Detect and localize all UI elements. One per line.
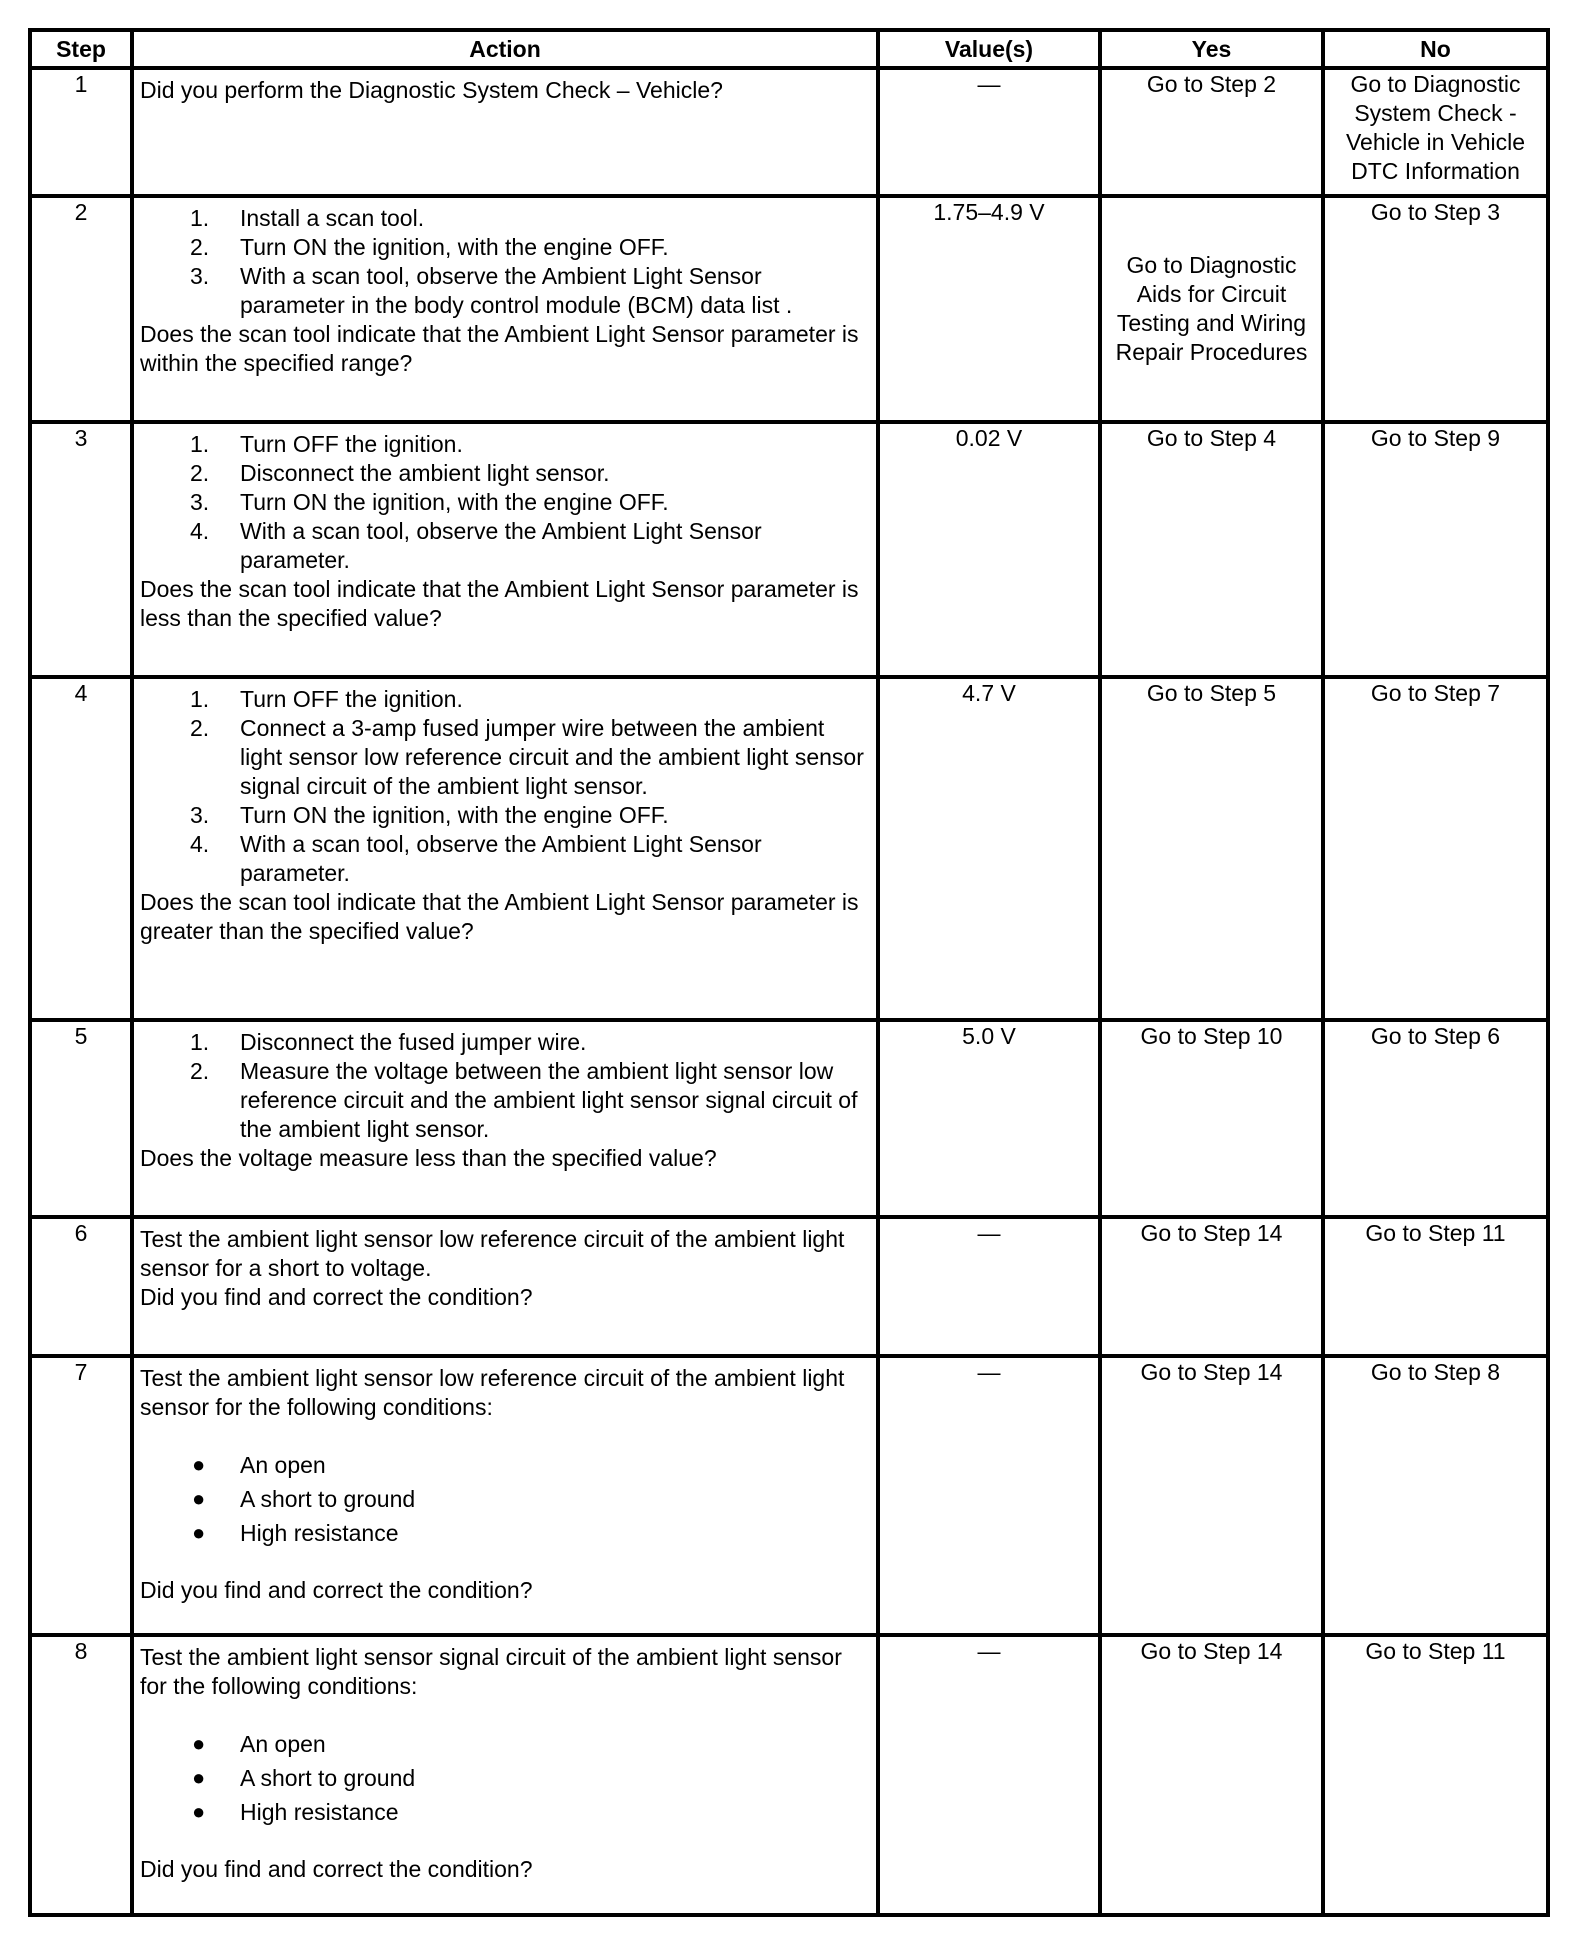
list-text: Turn OFF the ignition. — [240, 431, 463, 457]
list-text: An open — [240, 1731, 326, 1757]
yes-cell: Go to Step 2 — [1100, 68, 1323, 196]
action-cell — [132, 1635, 878, 1915]
diagnostic-table — [28, 28, 1550, 1917]
list-text: Install a scan tool. — [240, 205, 425, 231]
bullet-icon: ● — [192, 1731, 206, 1756]
list-item — [140, 517, 872, 575]
action-question: Did you find and correct the condition? — [140, 1284, 533, 1310]
list-number: 2. — [190, 234, 210, 260]
yes-cell: Go to Step 14 — [1100, 1217, 1323, 1356]
value-cell: 5.0 V — [878, 1020, 1100, 1217]
list-item — [140, 233, 872, 262]
bullet-icon: ● — [192, 1799, 206, 1824]
list-text: An open — [240, 1452, 326, 1478]
step-number: 4 — [30, 677, 132, 1020]
step-number: 3 — [30, 422, 132, 677]
bullet-icon: ● — [192, 1486, 206, 1511]
list-number: 1. — [190, 205, 210, 231]
list-number: 4. — [190, 518, 210, 544]
list-item — [140, 1028, 872, 1057]
step-number: 5 — [30, 1020, 132, 1217]
header-row — [30, 30, 1548, 68]
action-cell — [132, 1356, 878, 1635]
header-no: No — [1323, 30, 1548, 68]
bullet-icon: ● — [192, 1520, 206, 1545]
list-number: 3. — [190, 489, 210, 515]
list-text: Disconnect the ambient light sensor. — [240, 460, 610, 486]
action-cell — [132, 196, 878, 422]
table-row — [30, 1356, 1548, 1635]
list-text: High resistance — [240, 1520, 399, 1546]
value-cell: 0.02 V — [878, 422, 1100, 677]
list-item — [140, 1727, 872, 1761]
list-number: 1. — [190, 686, 210, 712]
list-text: A short to ground — [240, 1486, 416, 1512]
yes-cell: Go to Step 4 — [1100, 422, 1323, 677]
action-question: Did you perform the Diagnostic System Check – Vehicle? — [140, 77, 723, 103]
action-intro: Test the ambient light sensor low reference circuit of the ambient light sensor for a short to voltage. — [140, 1226, 845, 1281]
header-yes: Yes — [1100, 30, 1323, 68]
list-text: High resistance — [240, 1799, 399, 1825]
no-cell: Go to Step 11 — [1323, 1217, 1548, 1356]
list-text: With a scan tool, observe the Ambient Light Sensor parameter. — [240, 518, 762, 573]
list-item — [140, 459, 872, 488]
list-item — [140, 685, 872, 714]
list-text: With a scan tool, observe the Ambient Light Sensor parameter. — [240, 831, 762, 886]
action-question: Does the scan tool indicate that the Ambient Light Sensor parameter is less than the specified value? — [140, 576, 859, 631]
step-number: 6 — [30, 1217, 132, 1356]
action-cell — [132, 1217, 878, 1356]
table-row — [30, 422, 1548, 677]
list-item — [140, 714, 872, 801]
list-item — [140, 1482, 872, 1516]
no-cell: Go to Diagnostic System Check - Vehicle in Vehicle DTC Information — [1323, 68, 1548, 196]
list-item — [140, 488, 872, 517]
no-cell: Go to Step 6 — [1323, 1020, 1548, 1217]
value-cell: 4.7 V — [878, 677, 1100, 1020]
list-text: With a scan tool, observe the Ambient Light Sensor parameter in the body control module (BCM) data list . — [240, 263, 793, 318]
yes-cell: Go to Step 14 — [1100, 1635, 1323, 1915]
yes-cell: Go to Step 14 — [1100, 1356, 1323, 1635]
list-text: Turn ON the ignition, with the engine OFF. — [240, 802, 669, 828]
list-number: 3. — [190, 802, 210, 828]
list-number: 2. — [190, 715, 210, 741]
value-cell: — — [878, 1635, 1100, 1915]
value-cell: 1.75–4.9 V — [878, 196, 1100, 422]
list-item — [140, 430, 872, 459]
yes-cell: Go to Step 5 — [1100, 677, 1323, 1020]
list-text: Connect a 3-amp fused jumper wire between the ambient light sensor low reference circuit and the ambient light sensor signal circuit of the ambient light sensor. — [240, 715, 864, 799]
action-intro: Test the ambient light sensor low reference circuit of the ambient light sensor for the following conditions: — [140, 1365, 845, 1420]
action-steps — [140, 685, 872, 888]
no-cell: Go to Step 3 — [1323, 196, 1548, 422]
action-steps — [140, 204, 872, 320]
condition-list — [140, 1727, 872, 1829]
no-cell: Go to Step 11 — [1323, 1635, 1548, 1915]
step-number: 2 — [30, 196, 132, 422]
table-row — [30, 68, 1548, 196]
list-text: Measure the voltage between the ambient light sensor low reference circuit and the ambient light sensor signal circuit of the ambient light sensor. — [240, 1058, 858, 1142]
no-cell: Go to Step 9 — [1323, 422, 1548, 677]
list-item — [140, 1057, 872, 1144]
no-cell: Go to Step 8 — [1323, 1356, 1548, 1635]
step-number: 7 — [30, 1356, 132, 1635]
list-text: Turn ON the ignition, with the engine OFF. — [240, 489, 669, 515]
list-item — [140, 830, 872, 888]
yes-cell: Go to Step 10 — [1100, 1020, 1323, 1217]
yes-cell: Go to Diagnostic Aids for Circuit Testing and Wiring Repair Procedures — [1100, 196, 1323, 422]
action-question: Did you find and correct the condition? — [140, 1577, 533, 1603]
action-question: Does the voltage measure less than the specified value? — [140, 1145, 717, 1171]
list-item — [140, 1761, 872, 1795]
table-row — [30, 677, 1548, 1020]
bullet-icon: ● — [192, 1452, 206, 1477]
header-values: Value(s) — [878, 30, 1100, 68]
list-text: Disconnect the fused jumper wire. — [240, 1029, 587, 1055]
step-number: 1 — [30, 68, 132, 196]
table-row — [30, 1020, 1548, 1217]
value-cell: — — [878, 1217, 1100, 1356]
table-row — [30, 1635, 1548, 1915]
table-row — [30, 1217, 1548, 1356]
list-text: Turn OFF the ignition. — [240, 686, 463, 712]
list-item — [140, 1795, 872, 1829]
action-question: Does the scan tool indicate that the Ambient Light Sensor parameter is within the specified range? — [140, 321, 859, 376]
list-item — [140, 1516, 872, 1550]
list-item — [140, 1448, 872, 1482]
action-cell — [132, 68, 878, 196]
action-steps — [140, 430, 872, 575]
condition-list — [140, 1448, 872, 1550]
action-question: Does the scan tool indicate that the Ambient Light Sensor parameter is greater than the specified value? — [140, 889, 859, 944]
value-cell: — — [878, 1356, 1100, 1635]
list-number: 1. — [190, 1029, 210, 1055]
value-cell: — — [878, 68, 1100, 196]
list-text: A short to ground — [240, 1765, 416, 1791]
action-cell — [132, 422, 878, 677]
list-number: 2. — [190, 460, 210, 486]
action-steps — [140, 1028, 872, 1144]
no-cell: Go to Step 7 — [1323, 677, 1548, 1020]
list-number: 1. — [190, 431, 210, 457]
list-item — [140, 801, 872, 830]
action-intro: Test the ambient light sensor signal circuit of the ambient light sensor for the following conditions: — [140, 1644, 842, 1699]
list-number: 2. — [190, 1058, 210, 1084]
bullet-icon: ● — [192, 1765, 206, 1790]
table-row — [30, 196, 1548, 422]
header-step: Step — [30, 30, 132, 68]
action-question: Did you find and correct the condition? — [140, 1856, 533, 1882]
action-cell — [132, 677, 878, 1020]
list-text: Turn ON the ignition, with the engine OFF. — [240, 234, 669, 260]
step-number: 8 — [30, 1635, 132, 1915]
list-number: 4. — [190, 831, 210, 857]
list-item — [140, 262, 872, 320]
header-action: Action — [132, 30, 878, 68]
list-number: 3. — [190, 263, 210, 289]
list-item — [140, 204, 872, 233]
action-cell — [132, 1020, 878, 1217]
